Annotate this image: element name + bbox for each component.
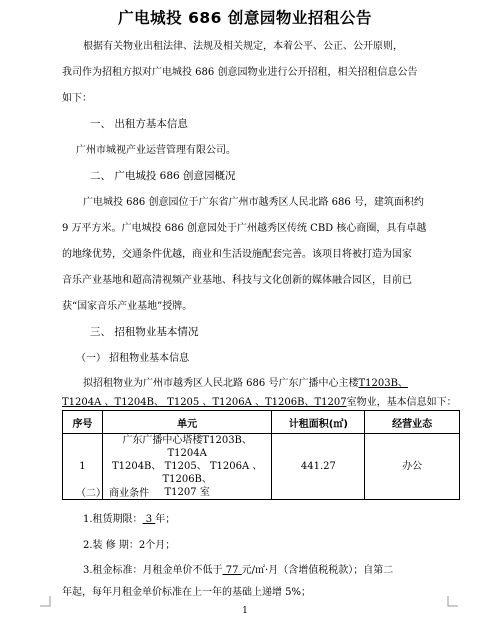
desc-line-2-underlined: T1204A 、T1204B、 T1205 、T1206A 、T1206B、T1207: [62, 397, 347, 408]
section-2-line-3: 的地缘优势，交通条件优越，商业和生活设施配套完善。该项目将被打造为国家: [62, 249, 412, 260]
item-1-value: 3: [142, 514, 156, 525]
item-3-value: 77: [222, 565, 242, 576]
section-3-subheading-2: （二） 商业条件: [76, 488, 150, 499]
table-header-cell: 序号: [63, 411, 103, 434]
intro-line-2: 我司作为招租方拟对广电城投 686 创意园物业进行公开招租，相关招租信息公告: [62, 67, 418, 78]
row-index: 1: [63, 434, 103, 500]
section-2-line-4: 音乐产业基地和超高清视频产业基地、科技与文化创新的媒体融合园区，目前已: [62, 275, 412, 286]
item-3-label: 3.租金标准：月租金单价不低于: [83, 565, 223, 576]
row-unit-line-2: T1204B、 T1205、 T1206A 、T1206B、: [111, 461, 263, 485]
intro-line-1: 根据有关物业出租法律、法规及相关规定，本着公平、公正、公开原则，: [83, 41, 403, 52]
section-1-heading: 一、 出租方基本信息: [90, 118, 188, 130]
section-3-desc-line-2: [62, 396, 457, 409]
desc-line-1-text: 拟招租物业为广州市越秀区人民北路 686 号广东广播中心主楼: [83, 378, 359, 389]
desc-line-1-underlined: T1203B、: [358, 378, 408, 389]
condition-item-1: [83, 513, 175, 526]
condition-item-3-line-2: 年起，每年月租金单价标准在上一年的基础上递增 5%；: [62, 587, 312, 598]
page-number: 1: [242, 606, 248, 616]
desc-line-2-text: 室物业，基本信息如下：: [346, 397, 457, 408]
table-header-cell: 经营业态: [365, 411, 460, 434]
section-2-line-2: 9 万平方米。广电城投 686 创意园处于广州越秀区传统 CBD 核心商圈，具有卓越: [62, 223, 427, 234]
section-2-heading: 二、 广电城投 686 创意园概况: [90, 170, 236, 182]
condition-item-2: 2.装 修 期：2个月；: [83, 540, 176, 551]
section-2-line-5: 获“国家音乐产业基地”授牌。: [62, 301, 193, 312]
row-unit-line-3: T1207 室: [164, 487, 210, 498]
section-2-line-1: 广电城投 686 创意园位于广东省广州市越秀区人民北路 686 号，建筑面积约: [83, 197, 424, 208]
page-title: 广电城投 686 创意园物业招租公告: [118, 9, 372, 27]
table-header-cell: 计租面积(㎡): [272, 411, 365, 434]
item-3-text: 元/㎡·月（含增值税税款）；自第二: [241, 565, 394, 576]
table-header-row: [63, 411, 460, 434]
row-area: 441.27: [272, 434, 365, 500]
intro-line-3: 如下：: [62, 93, 92, 104]
item-1-unit: 年；: [155, 514, 176, 525]
row-usage: 办公: [365, 434, 460, 500]
section-3-desc-line-1: [83, 377, 408, 390]
section-1-body: 广州市城视产业运营管理有限公司。: [76, 145, 236, 156]
item-1-label: 1.租赁期限：: [83, 514, 143, 525]
row-unit-line-1: 广东广播中心塔楼T1203B、T1204A: [122, 435, 252, 459]
table-header-cell: 单元: [102, 411, 272, 434]
condition-item-3: [83, 564, 393, 577]
section-3-subheading-1: （一） 招租物业基本信息: [76, 353, 190, 364]
section-3-heading: 三、 招租物业基本情况: [90, 326, 199, 338]
